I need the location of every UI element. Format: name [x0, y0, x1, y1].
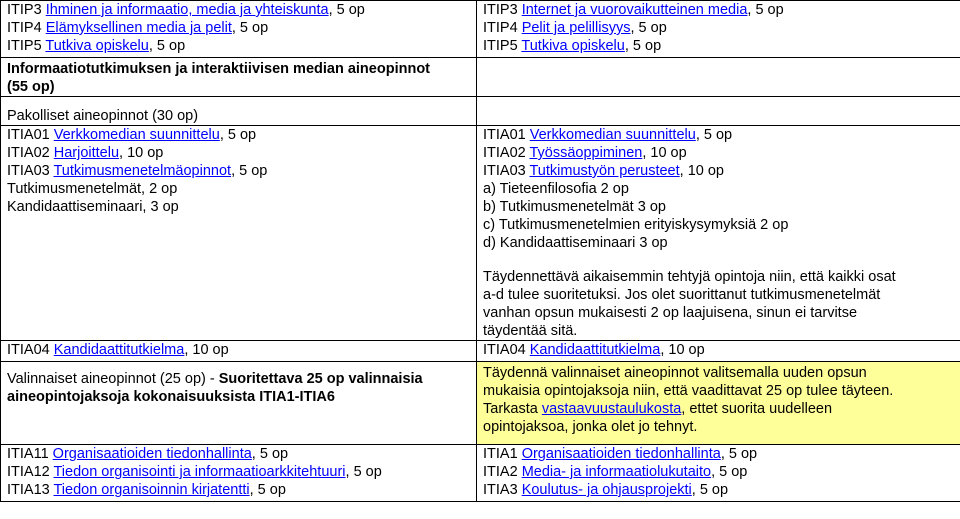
- course-credits: , 5 op: [231, 20, 269, 36]
- course-credits: , 5 op: [249, 482, 286, 498]
- course-line: [483, 341, 954, 359]
- sub-course: b) Tutkimusmenetelmät 3 op: [483, 199, 666, 215]
- course-link[interactable]: Kandidaattitutkielma: [529, 342, 661, 358]
- course-line: [483, 1, 954, 19]
- course-line: [7, 445, 470, 463]
- course-link[interactable]: Tutkimusmenetelmäopinnot: [53, 163, 232, 179]
- course-link[interactable]: Tutkiva opiskelu: [521, 38, 625, 54]
- course-code: ITIP3: [7, 2, 46, 18]
- course-link[interactable]: Organisaatioiden tiedonhallinta: [52, 446, 252, 462]
- note-text: [483, 400, 954, 418]
- course-code: ITIA13: [7, 482, 54, 498]
- course-line: [7, 19, 470, 37]
- course-link[interactable]: Organisaatioiden tiedonhallinta: [521, 446, 721, 462]
- note-text: vanhan opsun mukaisesti 2 op laajuisena, sinun ei tarvitse: [483, 305, 858, 321]
- note-text: a-d tulee suoritetuksi. Jos olet suorittanut tutkimusmenetelmät: [483, 287, 881, 303]
- course-code: ITIA02: [483, 145, 530, 161]
- course-code: ITIP5: [7, 38, 46, 54]
- course-code: ITIP4: [7, 20, 46, 36]
- course-link[interactable]: Koulutus- ja ohjausprojekti: [521, 482, 692, 498]
- course-code: ITIA2: [483, 464, 522, 480]
- course-link[interactable]: Ihminen ja informaatio, media ja yhteiskunta: [45, 2, 329, 18]
- course-line: [7, 1, 470, 19]
- course-code: ITIA04: [483, 342, 530, 358]
- section-title-credits: (55 op): [7, 79, 55, 95]
- course-line: [483, 481, 954, 499]
- course-line: [7, 37, 470, 55]
- header-right-cell: [477, 1, 960, 58]
- course-line: [7, 341, 470, 359]
- course-link[interactable]: Työssäoppiminen: [529, 145, 643, 161]
- course-credits: , 5 op: [148, 38, 186, 54]
- course-link[interactable]: Verkkomedian suunnittelu: [53, 127, 220, 143]
- course-credits: , 5 op: [624, 38, 662, 54]
- sub-course: a) Tieteenfilosofia 2 op: [483, 181, 629, 197]
- courses-right-cell: [477, 445, 960, 502]
- course-link[interactable]: Tutkimustyön perusteet: [529, 163, 680, 179]
- course-line: [7, 144, 470, 162]
- course-code: ITIA03: [7, 163, 54, 179]
- note-text: mukaisia opintojaksoja niin, että vaadittavat 25 op tulee täyteen.: [483, 383, 894, 399]
- note-text: Täydennä valinnaiset aineopinnot valitsemalla uuden opsun: [483, 365, 867, 381]
- course-credits: , 5 op: [328, 2, 365, 18]
- course-line: [483, 37, 954, 55]
- optional-title: [7, 370, 470, 388]
- course-code: ITIA03: [483, 163, 530, 179]
- course-link[interactable]: Verkkomedian suunnittelu: [529, 127, 696, 143]
- course-link[interactable]: Kandidaattitutkielma: [53, 342, 185, 358]
- course-credits: , 5 op: [630, 20, 667, 36]
- course-credits: , 5 op: [695, 127, 733, 143]
- note-text: täydentää sitä.: [483, 323, 578, 339]
- course-link[interactable]: Tutkiva opiskelu: [45, 38, 149, 54]
- course-credits: , 10 op: [660, 342, 705, 358]
- course-link[interactable]: Elämyksellinen media ja pelit: [45, 20, 232, 36]
- note-text-prefix: Tarkasta: [483, 401, 542, 417]
- course-credits: , 10 op: [184, 342, 229, 358]
- course-credits: , 5 op: [720, 446, 758, 462]
- course-code: ITIP4: [483, 20, 522, 36]
- course-credits: , 5 op: [231, 163, 268, 179]
- mandatory-title: Pakolliset aineopinnot (30 op): [7, 108, 199, 124]
- empty-cell: [477, 97, 960, 126]
- course-code: ITIA02: [7, 145, 54, 161]
- sub-course: d) Kandidaattiseminaari 3 op: [483, 235, 668, 251]
- course-credits: , 5 op: [691, 482, 729, 498]
- course-link[interactable]: Tiedon organisoinnin kirjatentti: [53, 482, 250, 498]
- course-code: ITIA04: [7, 342, 54, 358]
- course-code: ITIA01: [7, 127, 54, 143]
- optional-title-prefix: Valinnaiset aineopinnot (25 op) -: [7, 371, 219, 387]
- course-line: [7, 463, 470, 481]
- course-code: ITIA11: [7, 446, 53, 462]
- course-link[interactable]: Internet ja vuorovaikutteinen media: [521, 2, 748, 18]
- course-credits: , 10 op: [119, 145, 164, 161]
- thesis-left-cell: [1, 341, 477, 362]
- note-text-suffix: , ettet suorita uudelleen: [681, 401, 833, 417]
- course-code: ITIA01: [483, 127, 530, 143]
- note-text: Täydennettävä aikaisemmin tehtyjä opintoja niin, että kaikki osat: [483, 269, 896, 285]
- course-line: [483, 463, 954, 481]
- course-credits: , 5 op: [711, 464, 748, 480]
- mandatory-right-cell: [477, 126, 960, 341]
- thesis-right-cell: [477, 341, 960, 362]
- course-code: ITIA3: [483, 482, 522, 498]
- course-line: [7, 162, 470, 180]
- mandatory-left-cell: [1, 126, 477, 341]
- course-code: ITIA12: [7, 464, 54, 480]
- course-line: [7, 481, 470, 499]
- equivalence-table-link[interactable]: vastaavuustaulukosta: [541, 401, 682, 417]
- course-link[interactable]: Harjoittelu: [53, 145, 120, 161]
- sub-course: Tutkimusmenetelmät, 2 op: [7, 181, 178, 197]
- courses-left-cell: [1, 445, 477, 502]
- header-left-cell: [1, 1, 477, 58]
- course-code: ITIP3: [483, 2, 522, 18]
- course-credits: , 5 op: [219, 127, 257, 143]
- optional-left-cell: [1, 362, 477, 445]
- course-code: ITIA1: [483, 446, 522, 462]
- optional-right-cell: [477, 362, 960, 445]
- course-credits: , 5 op: [345, 464, 382, 480]
- mandatory-title-cell: [1, 97, 477, 126]
- course-credits: , 10 op: [642, 145, 687, 161]
- course-credits: , 10 op: [679, 163, 724, 179]
- course-link[interactable]: Media- ja informaatiolukutaito: [521, 464, 712, 480]
- note-text: opintojaksoa, jonka olet jo tehnyt.: [483, 419, 698, 435]
- sub-course: c) Tutkimusmenetelmien erityiskysymyksiä 2 op: [483, 217, 789, 233]
- course-code: ITIP5: [483, 38, 522, 54]
- course-credits: , 5 op: [747, 2, 784, 18]
- basics-title-cell: [1, 58, 477, 97]
- course-credits: , 5 op: [251, 446, 289, 462]
- empty-cell: [477, 58, 960, 97]
- course-line: [7, 126, 470, 144]
- course-line: [483, 162, 954, 180]
- course-link[interactable]: Pelit ja pelillisyys: [521, 20, 631, 36]
- section-title: Informaatiotutkimuksen ja interaktiivisen median aineopinnot: [7, 61, 430, 77]
- course-line: [483, 445, 954, 463]
- course-line: [483, 19, 954, 37]
- course-link[interactable]: Tiedon organisointi ja informaatioarkkitehtuuri: [53, 464, 346, 480]
- sub-course: Kandidaattiseminaari, 3 op: [7, 199, 179, 215]
- optional-title-requirement: aineopintojaksoja kokonaisuuksista ITIA1-ITIA6: [7, 389, 335, 405]
- course-line: [483, 126, 954, 144]
- optional-title-requirement: Suoritettava 25 op valinnaisia: [218, 371, 423, 387]
- course-line: [483, 144, 954, 162]
